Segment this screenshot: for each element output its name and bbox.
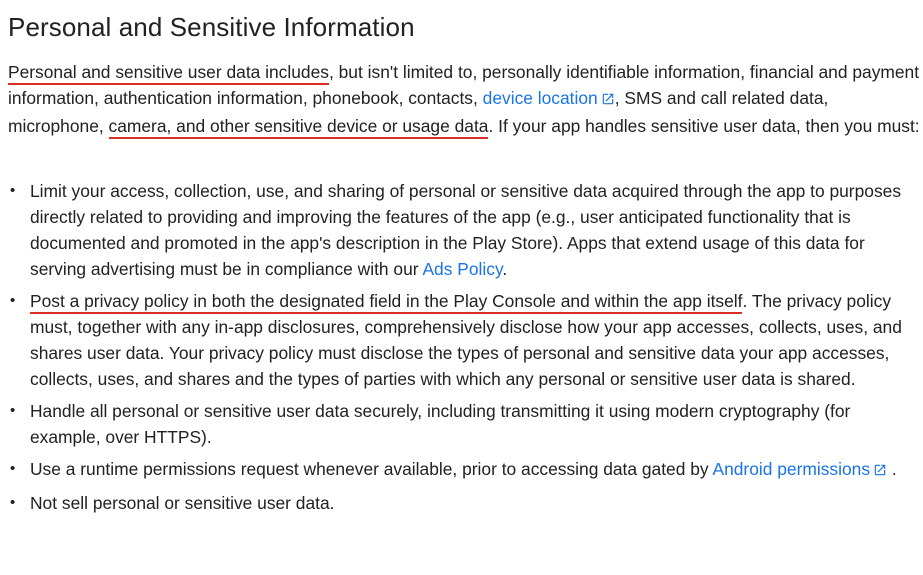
list-item [8,456,920,484]
bullet-icon: • [10,292,16,309]
item-1-text: Limit your access, collection, use, and sharing of personal or sensitive data acquired through the app to purposes directly related to providing and improving the features of the app (e.g., user anticipated functionality that is documented and promoted in the app's description in the Play Store). Apps that extend usage of this data for serving advertising must be in compliance with our [30,181,902,279]
intro-text-3: . If your app handles sensitive user data, then you must: [488,116,920,136]
ads-policy-link[interactable]: Ads Policy [422,259,503,279]
bullet-icon: • [10,494,16,511]
item-4-text: Use a runtime permissions request whenever available, prior to accessing data gated by [30,459,713,479]
underlined-phrase-personal-data: Personal and sensitive user data includes [8,62,329,85]
requirements-list [8,178,920,522]
android-permissions-link[interactable] [712,459,887,479]
section-heading: Personal and Sensitive Information [8,12,415,42]
underlined-phrase-privacy-policy: Post a privacy policy in both the designated field in the Play Console and within the app itself [30,291,742,314]
list-item [8,288,920,392]
item-3-text: Handle all personal or sensitive user data securely, including transmitting it using modern cryptography (for example, over HTTPS). [30,401,851,447]
list-item [8,490,920,516]
item-4-end: . [887,459,897,479]
intro-text-2: , SMS and call related data, microphone, [8,88,829,136]
underlined-phrase-camera: camera, and other sensitive device or usage data [109,116,489,139]
device-location-link[interactable] [483,88,615,108]
bullet-icon: • [10,402,16,419]
list-item [8,178,920,282]
bullet-icon: • [10,460,16,477]
bullet-icon: • [10,182,16,199]
list-item [8,398,920,450]
device-location-link-label: device location [482,88,598,108]
item-5-text: Not sell personal or sensitive user data. [30,493,335,513]
item-2-text: . The privacy policy must, together with any in-app disclosures, comprehensively disclose how your app accesses, collects, uses, and shares user data. Your privacy policy must disclose the types of personal and sensitive data your app accesses, collects, uses, and shares and the types of parties with which any personal or sensitive user data is shared. [30,291,902,389]
android-permissions-link-label: Android permissions [712,459,871,479]
intro-text-1: , but isn't limited to, personally identifiable information, financial and payment information, authentication information, phonebook, contacts, [8,62,920,108]
intro-paragraph [8,59,920,139]
external-link-icon [873,458,887,484]
item-1-end: . [502,259,508,279]
external-link-icon [601,87,615,113]
